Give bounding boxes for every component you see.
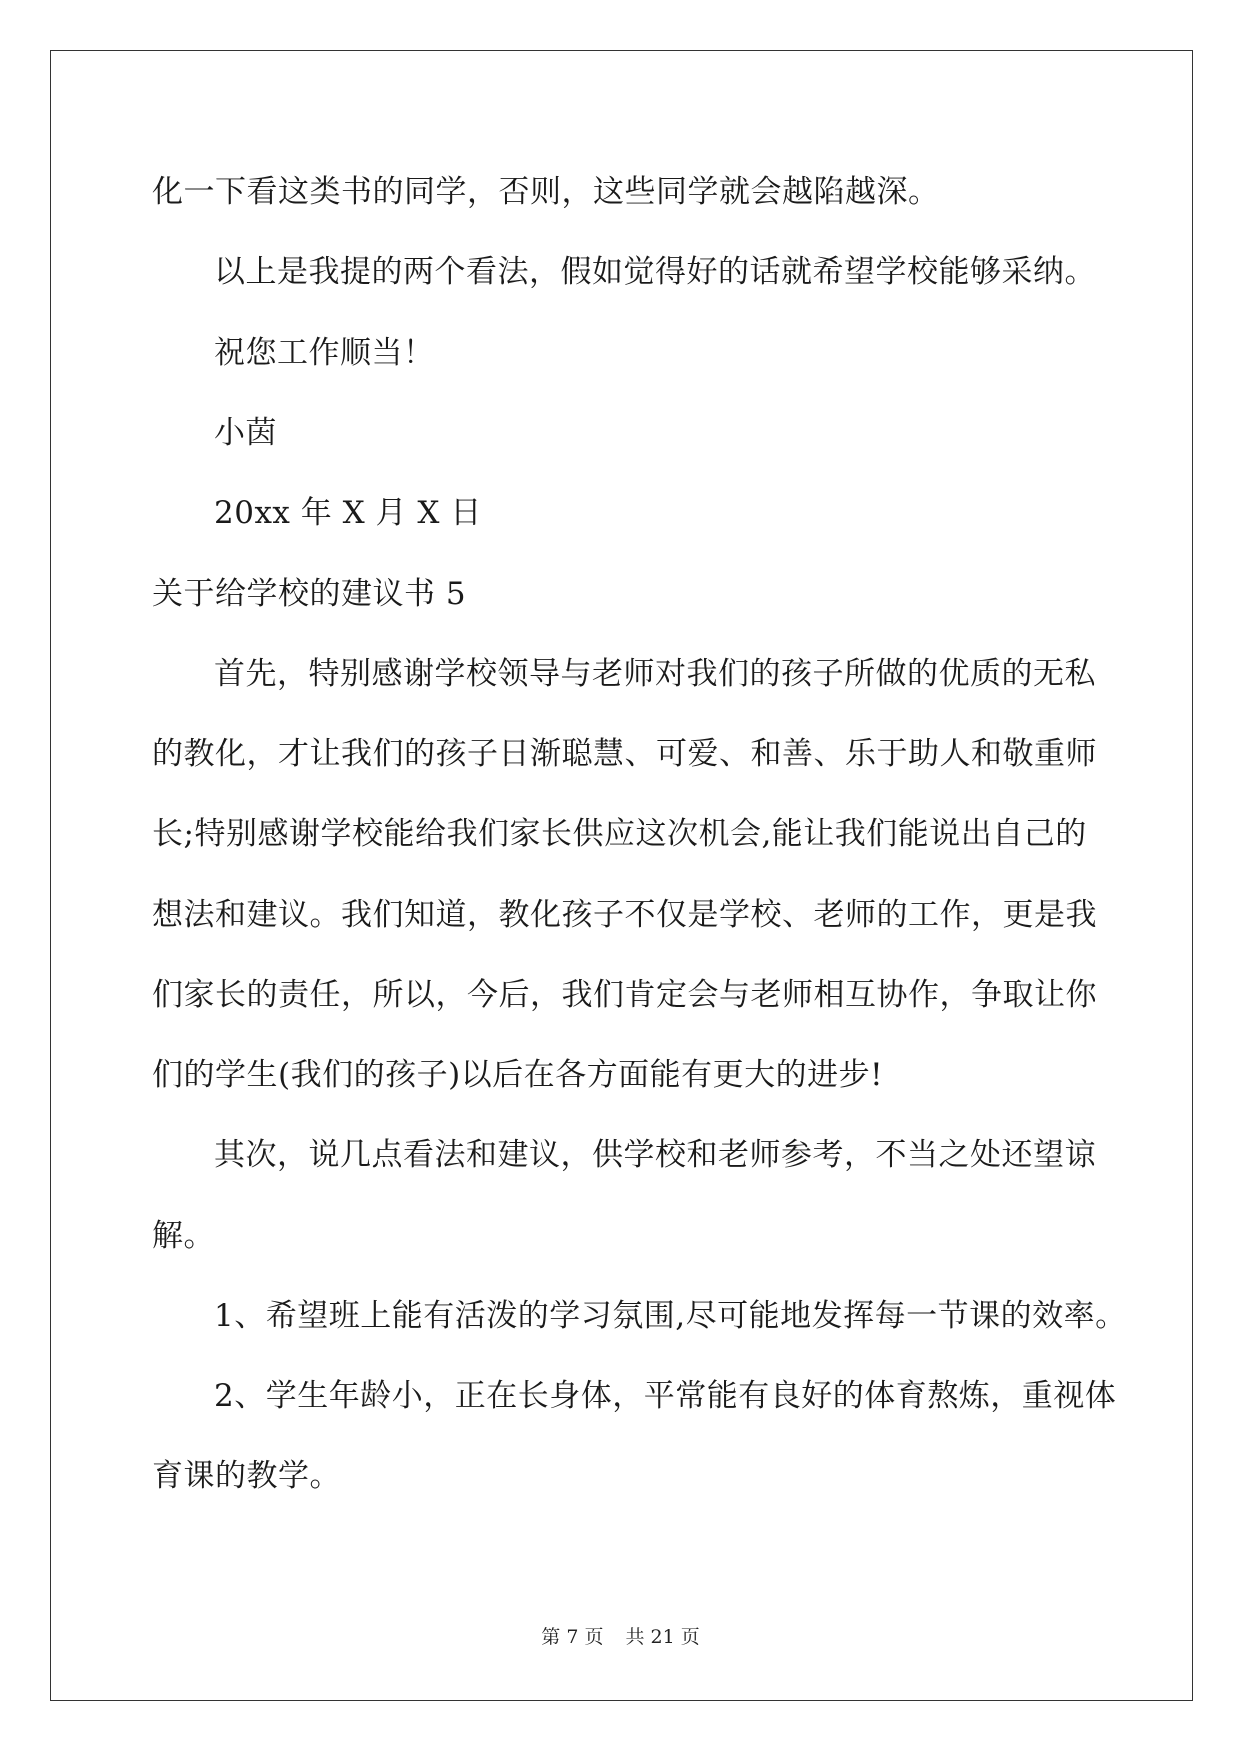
text-line-continuation: 想法和建议。我们知道，教化孩子不仅是学校、老师的工作，更是我 <box>152 897 1097 933</box>
text-line-continuation: 育课的教学。 <box>152 1458 341 1494</box>
text-line-continuation: 们的学生(我们的孩子)以后在各方面能有更大的进步! <box>152 1057 884 1093</box>
page-number-current: 第 7 页 <box>541 1626 604 1648</box>
closing-wish: 祝您工作顺当！ <box>214 335 435 371</box>
text-line-paragraph: 以上是我提的两个看法，假如觉得好的话就希望学校能够采纳。 <box>214 254 1096 290</box>
text-line-continuation: 的教化，才让我们的孩子日渐聪慧、可爱、和善、乐于助人和敬重师 <box>152 736 1097 772</box>
text-line-paragraph: 其次，说几点看法和建议，供学校和老师参考，不当之处还望谅 <box>214 1137 1096 1173</box>
list-item-1: 1、希望班上能有活泼的学习氛围,尽可能地发挥每一节课的效率。 <box>214 1298 1127 1334</box>
text-line-continuation: 化一下看这类书的同学，否则，这些同学就会越陷越深。 <box>152 174 940 210</box>
page-number-total: 共 21 页 <box>625 1626 700 1648</box>
signature-date: 20xx 年 X 月 X 日 <box>214 495 482 531</box>
text-line-continuation: 长;特别感谢学校能给我们家长供应这次机会,能让我们能说出自己的 <box>152 816 1087 852</box>
list-item-2: 2、学生年龄小，正在长身体，平常能有良好的体育熬炼，重视体 <box>214 1378 1117 1414</box>
text-line-continuation: 们家长的责任，所以，今后，我们肯定会与老师相互协作，争取让你 <box>152 977 1097 1013</box>
signature-name: 小茵 <box>214 415 277 451</box>
text-line-paragraph: 首先，特别感谢学校领导与老师对我们的孩子所做的优质的无私 <box>214 656 1096 692</box>
page-frame <box>50 50 1193 1701</box>
section-heading: 关于给学校的建议书 5 <box>152 576 467 612</box>
text-line-continuation: 解。 <box>152 1218 215 1254</box>
page-footer <box>0 1625 1241 1649</box>
